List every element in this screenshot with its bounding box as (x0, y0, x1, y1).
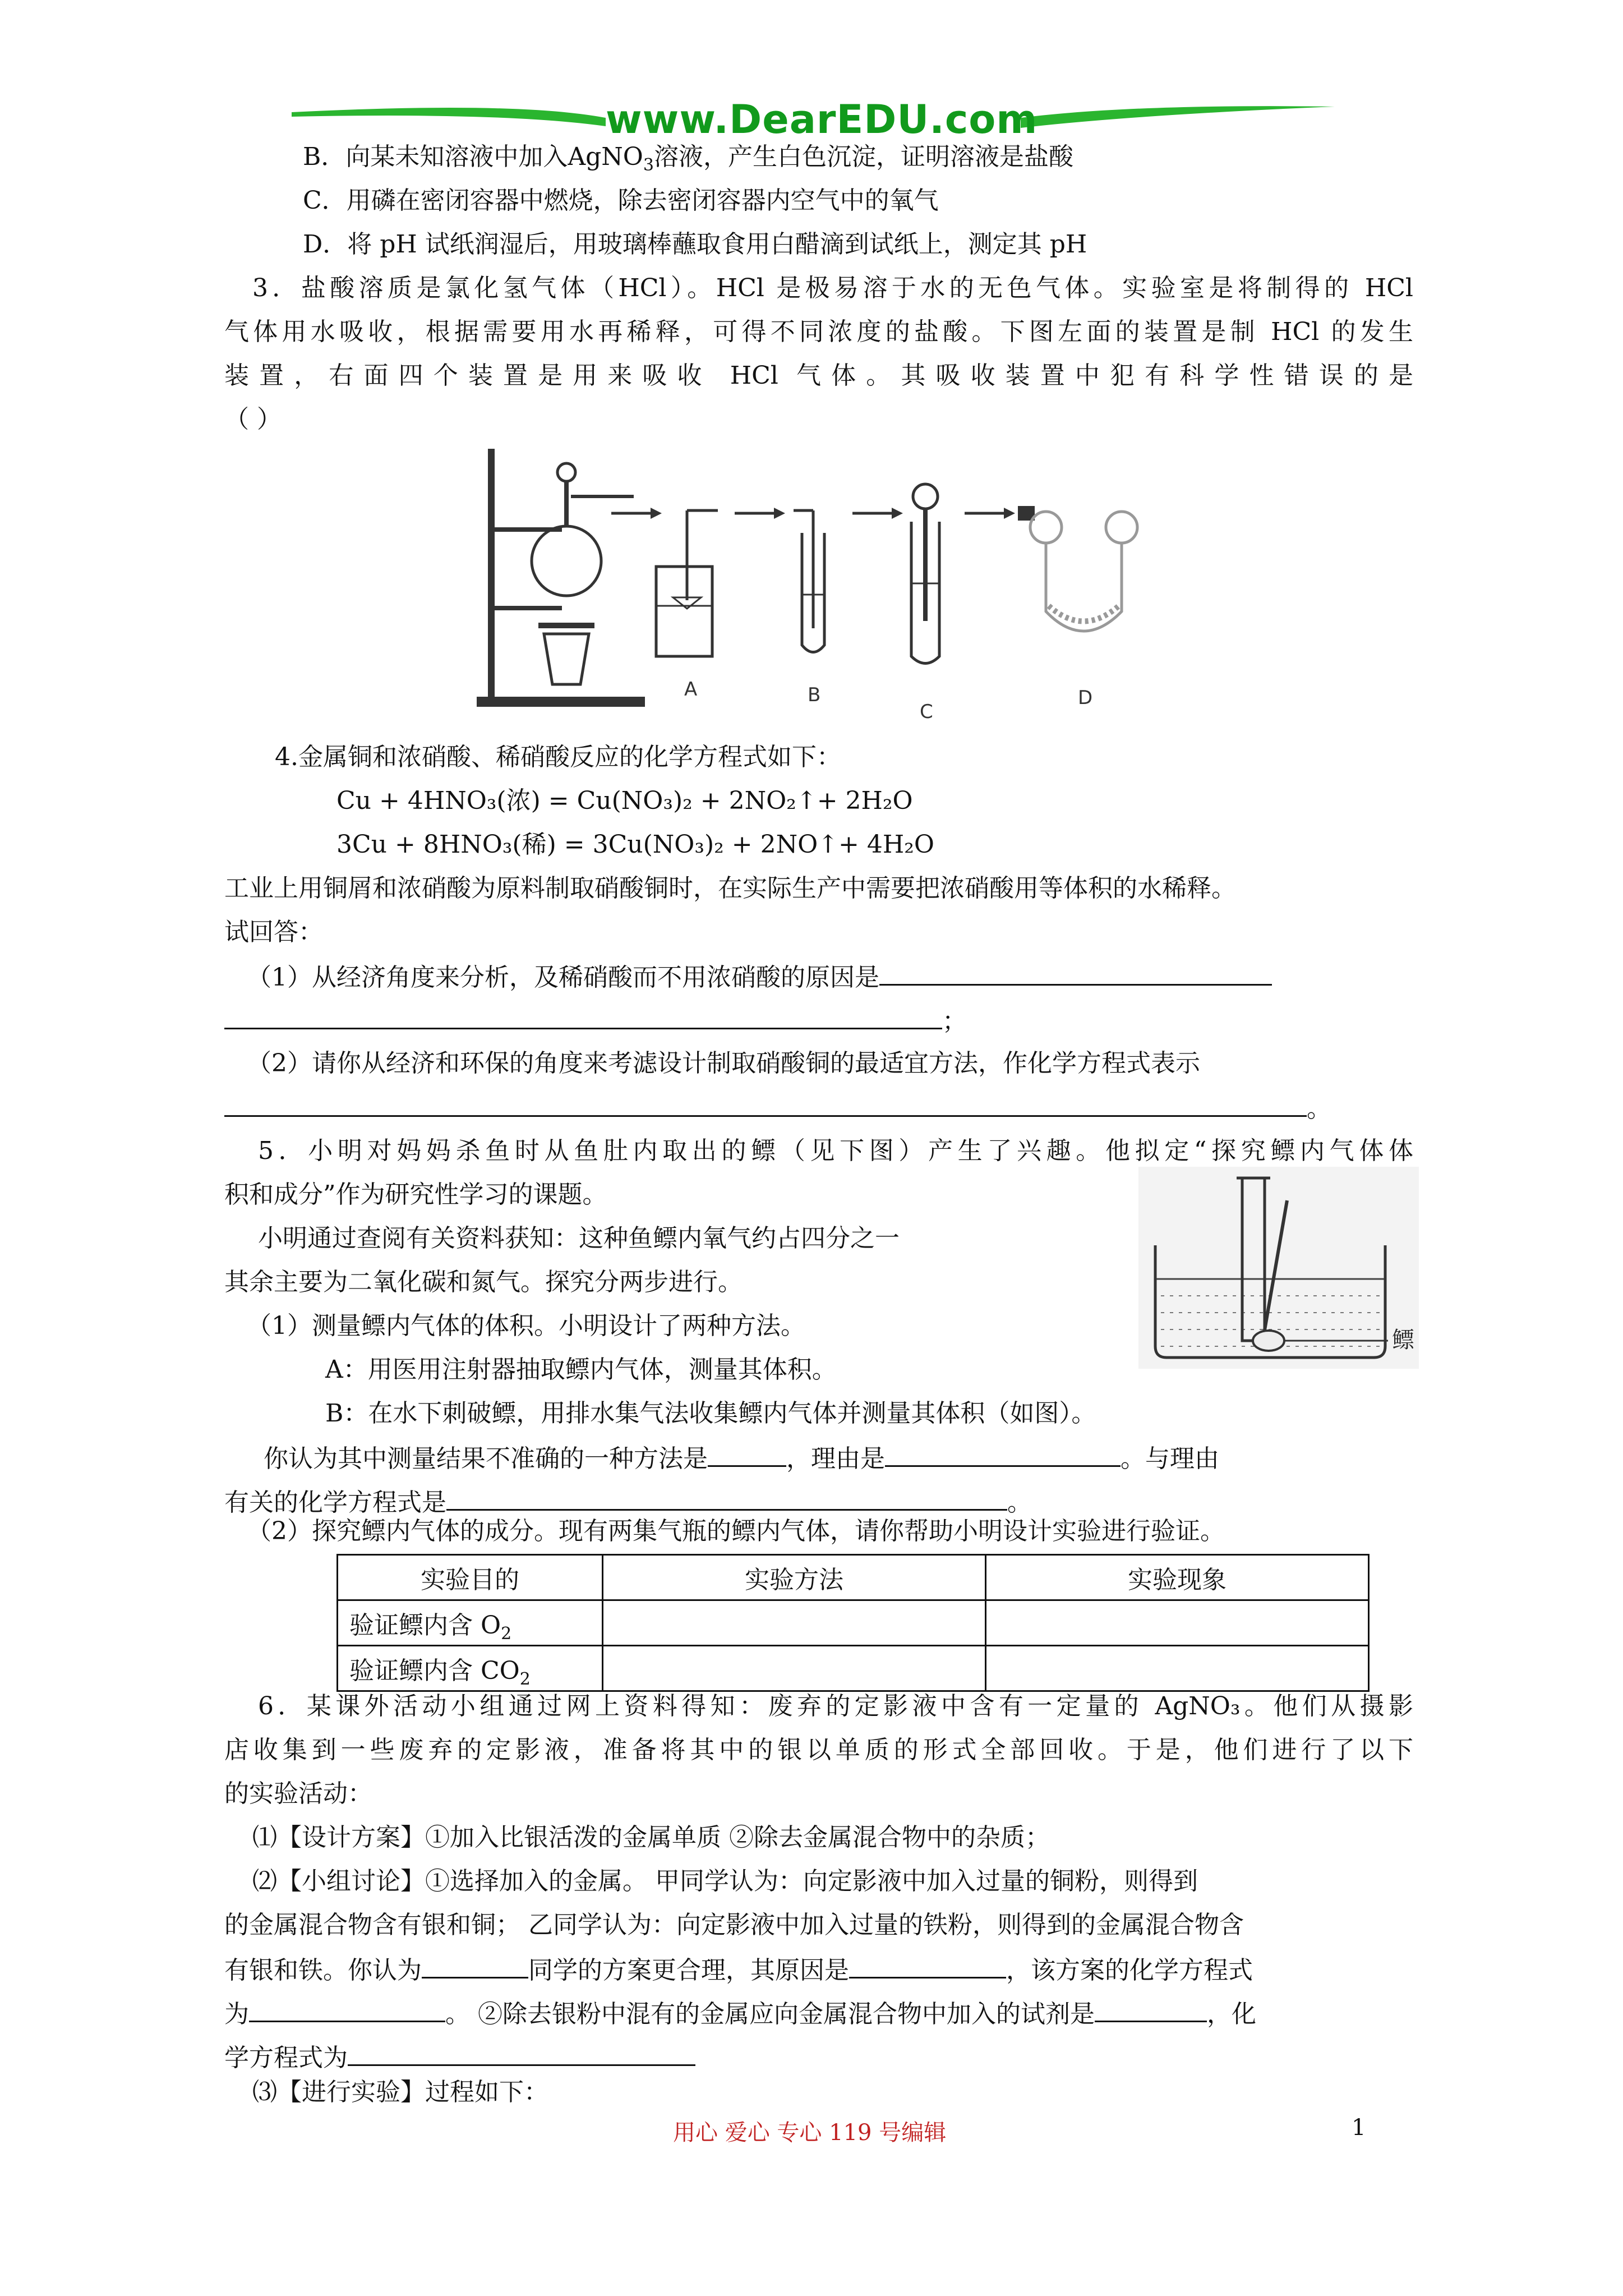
q2-option-b: B．向某未知溶液中加入AgNO$_3$溶液，产生白色沉淀，证明溶液是盐酸 (303, 142, 1073, 175)
swim-bladder-figure (1138, 1167, 1419, 1369)
q6-part1: ⑴【设计方案】①加入比银活泼的金属单质 ②除去金属混合物中的杂质； (252, 1823, 1050, 1852)
table-row (338, 1600, 1369, 1646)
table-row (338, 1646, 1369, 1691)
q5-line1: 5．小明对妈妈杀鱼时从鱼肚内取出的鳔（见下图）产生了兴趣。他拟定“探究鳔内气体体 (258, 1137, 1413, 1165)
q5-reason-blank[interactable] (885, 1441, 1121, 1467)
q6-part2-cont3: 为 。 ②除去银粉中混有的金属应向金属混合物中加入的试剂是 ，化 (224, 1996, 1256, 2031)
table-cell-phenomenon-co2[interactable] (986, 1646, 1369, 1691)
q4-line1: 工业上用铜屑和浓硝酸为原料制取硝酸铜时，在实际生产中需要把浓硝酸用等体积的水稀释。 (224, 874, 1236, 903)
q5-method-b: B：在水下刺破鳔，用排水集气法收集鳔内气体并测量其体积（如图）。 (325, 1399, 1096, 1428)
apparatus-label-a: A (684, 678, 698, 701)
table-header-row (338, 1555, 1369, 1600)
q5-line3: 小明通过查阅有关资料获知：这种鱼鳔内氧气约占四分之一 (258, 1224, 900, 1253)
table-cell-phenomenon-o2[interactable] (986, 1600, 1369, 1646)
site-logo: www.DearEDU.com (606, 96, 1038, 142)
q4-sub1-cont: ； (224, 1003, 967, 1038)
q6-reagent-blank[interactable] (1095, 1996, 1207, 2022)
q4-sub2: （2）请你从经济和环保的角度来考滤设计制取硝酸铜的最适宜方法，作化学方程式表示 (247, 1049, 1200, 1078)
table-header-phenomenon: 实验现象 (986, 1555, 1369, 1600)
q6-part2: ⑵【小组讨论】①选择加入的金属。 甲同学认为：向定影液中加入过量的铜粉，则得到 (252, 1867, 1198, 1895)
q5-ask1: 你认为其中测量结果不准确的一种方法是 ，理由是 。与理由 (264, 1441, 1219, 1476)
q6-student-blank[interactable] (422, 1952, 528, 1978)
q4-equation-2: 3Cu + 8HNO₃(稀) = 3Cu(NO₃)₂ + 2NO↑+ 4H₂O (336, 830, 934, 859)
q4-line2: 试回答： (224, 918, 323, 946)
q4-sub1-answer-blank[interactable] (879, 959, 1272, 986)
table-cell-purpose-o2: 验证鳔内含 $O_2$ (338, 1600, 603, 1646)
q6-reason-blank[interactable] (849, 1952, 1006, 1978)
q3-line3: 装置，右面四个装置是用来吸收 HCl 气体。其吸收装置中犯有科学性错误的是 (224, 361, 1413, 390)
q5-method-a: A：用医用注射器抽取鳔内气体，测量其体积。 (325, 1355, 837, 1384)
page-number: 1 (1352, 2115, 1366, 2141)
q4-sub1: （1）从经济角度来分析，及稀硝酸而不用浓硝酸的原因是 (247, 959, 1272, 995)
table-cell-method-co2[interactable] (603, 1646, 986, 1691)
q2-option-c: C．用磷在密闭容器中燃烧，除去密闭容器内空气中的氧气 (303, 186, 939, 215)
experiment-table (336, 1554, 1370, 1692)
q5-line4: 其余主要为二氧化碳和氮气。探究分两步进行。 (224, 1268, 743, 1296)
apparatus-label-d: D (1078, 687, 1093, 709)
q5-method-blank[interactable] (708, 1441, 786, 1467)
table-header-purpose: 实验目的 (338, 1555, 603, 1600)
apparatus-label-b: B (808, 684, 821, 706)
q6-equation2-blank[interactable] (348, 2040, 695, 2066)
q5-ask2: 有关的化学方程式是 。 (224, 1484, 1032, 1520)
q3-line1: 3．盐酸溶质是氯化氢气体（HCl）。HCl 是极易溶于水的无色气体。实验室是将制得的 HCl (252, 274, 1413, 302)
table-header-method: 实验方法 (603, 1555, 986, 1600)
q5-line2: 积和成分”作为研究性学习的课题。 (224, 1180, 607, 1209)
q6-part2-cont4: 学方程式为 (224, 2040, 695, 2075)
q6-line3: 的实验活动： (224, 1779, 372, 1808)
q6-equation-blank[interactable] (249, 1996, 445, 2022)
q4-sub2-cont: 。 (224, 1091, 1331, 1126)
q6-line1: 6．某课外活动小组通过网上资料得知：废弃的定影液中含有一定量的 AgNO₃。他们从摄影 (258, 1692, 1413, 1720)
q4-sub2-answer-blank[interactable] (224, 1091, 1307, 1117)
q5-part2: （2）探究鳔内气体的成分。现有两集气瓶的鳔内气体，请你帮助小明设计实验进行验证。 (247, 1517, 1225, 1545)
q6-part2-cont1: 的金属混合物含有银和铜； 乙同学认为：向定影液中加入过量的铁粉，则得到的金属混合物含 (224, 1911, 1244, 1939)
q5-equation-blank[interactable] (446, 1484, 1007, 1511)
table-cell-purpose-co2: 验证鳔内含 $CO_2$ (338, 1646, 603, 1691)
hcl-apparatus-figure (471, 443, 1150, 729)
table-cell-method-o2[interactable] (603, 1600, 986, 1646)
q6-line2: 店收集到一些废弃的定影液，准备将其中的银以单质的形式全部回收。于是，他们进行了以下 (224, 1736, 1413, 1764)
q4-intro: 4.金属铜和浓硝酸、稀硝酸反应的化学方程式如下： (275, 743, 841, 771)
q3-line2: 气体用水吸收，根据需要用水再稀释，可得不同浓度的盐酸。下图左面的装置是制 HCl 的发生 (224, 318, 1413, 346)
q4-equation-1: Cu + 4HNO₃(浓) = Cu(NO₃)₂ + 2NO₂↑+ 2H₂O (336, 786, 913, 815)
q6-part2-cont2: 有银和铁。你认为 同学的方案更合理，其原因是 ，该方案的化学方程式 (224, 1952, 1253, 1987)
q5-part1: （1）测量鳔内气体的体积。小明设计了两种方法。 (247, 1312, 805, 1340)
apparatus-label-c: C (920, 701, 933, 723)
page-footer: 用心 爱心 专心 119 号编辑 (673, 2120, 947, 2146)
q3-answer-bracket: （ ） (224, 405, 282, 434)
q2-option-d: D．将 pH 试纸润湿后，用玻璃棒蘸取食用白醋滴到试纸上，测定其 pH (303, 230, 1087, 259)
bladder-label: 鳔 (1392, 1327, 1414, 1353)
q4-sub1-answer-blank-2[interactable] (224, 1003, 942, 1029)
q6-part3: ⑶【进行实验】过程如下： (252, 2078, 548, 2106)
